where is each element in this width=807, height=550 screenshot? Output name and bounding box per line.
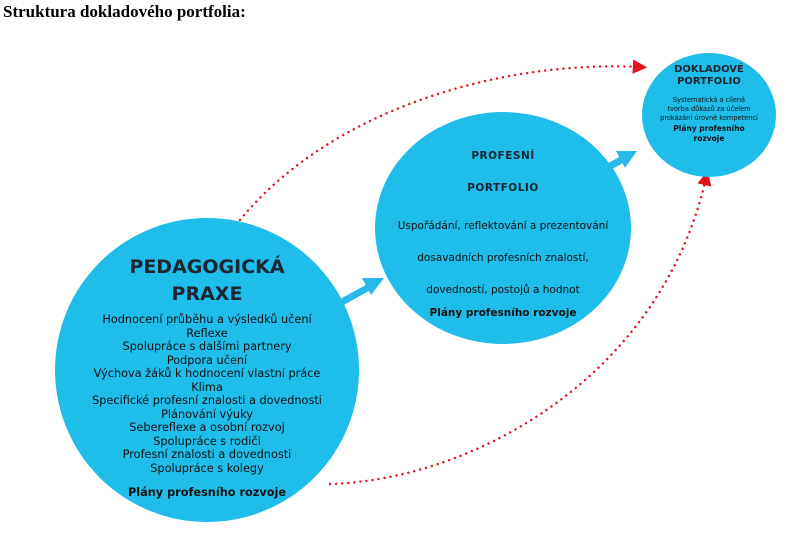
- professional-portfolio-title: [375, 140, 631, 204]
- description-line: Uspořádání, reflektování a prezentování: [397, 220, 609, 232]
- list-item: Plánování výuky: [161, 407, 253, 421]
- list-item: Reflexe: [186, 326, 228, 340]
- professional-portfolio-circle: [375, 112, 631, 344]
- title-line: DOKLADOVÉ: [674, 64, 744, 75]
- list-item: Sebereflexe a osobní rozvoj: [129, 421, 285, 434]
- title-line: PORTFOLIO: [467, 182, 539, 194]
- plans-line: Plány profesního: [673, 124, 745, 133]
- evidence-description: [642, 96, 776, 123]
- development-plans-label: Plány profesního rozvoje: [429, 307, 577, 319]
- title-line: PROFESNÍ: [471, 150, 535, 162]
- description-line: tvorba důkazů za účelem: [667, 105, 751, 113]
- description-line: Systematická a cílená: [672, 96, 746, 104]
- list-item: Spolupráce s dalšími partnery: [122, 340, 292, 353]
- list-item: Hodnocení průběhu a výsledků učení: [102, 313, 312, 326]
- development-plans-label: Plány profesního rozvoje: [127, 486, 287, 499]
- list-item: Spolupráce s kolegy: [150, 461, 264, 475]
- description-line: prokázání úrovně kompetencí: [660, 114, 758, 122]
- evidence-portfolio-circle: [642, 53, 776, 177]
- title-line: PRAXE: [171, 283, 243, 305]
- list-item: Specifické profesní znalosti a dovednosti: [92, 394, 322, 407]
- pedagogical-practice-circle: [55, 218, 359, 522]
- description-line: dosavadních profesních znalostí,: [417, 252, 589, 264]
- list-item: Podpora učení: [166, 353, 248, 367]
- evidence-portfolio-title: [642, 64, 776, 88]
- page-title: Struktura dokladového portfolia:: [3, 2, 246, 21]
- title-line: PEDAGOGICKÁ: [129, 256, 285, 278]
- title-line: PORTFOLIO: [677, 76, 741, 87]
- description-line: dovedností, postojů a hodnot: [426, 284, 580, 296]
- list-item: Klima: [191, 380, 223, 394]
- list-item: Výchova žáků k hodnocení vlastní práce: [93, 367, 321, 380]
- list-item: Spolupráce s rodiči: [153, 434, 261, 448]
- list-item: Profesní znalosti a dovednosti: [122, 448, 292, 461]
- plans-line: rozvoje: [693, 133, 725, 143]
- pedagogical-practice-title: [55, 254, 359, 308]
- competence-list: [55, 313, 359, 475]
- development-plans-label: [642, 124, 776, 143]
